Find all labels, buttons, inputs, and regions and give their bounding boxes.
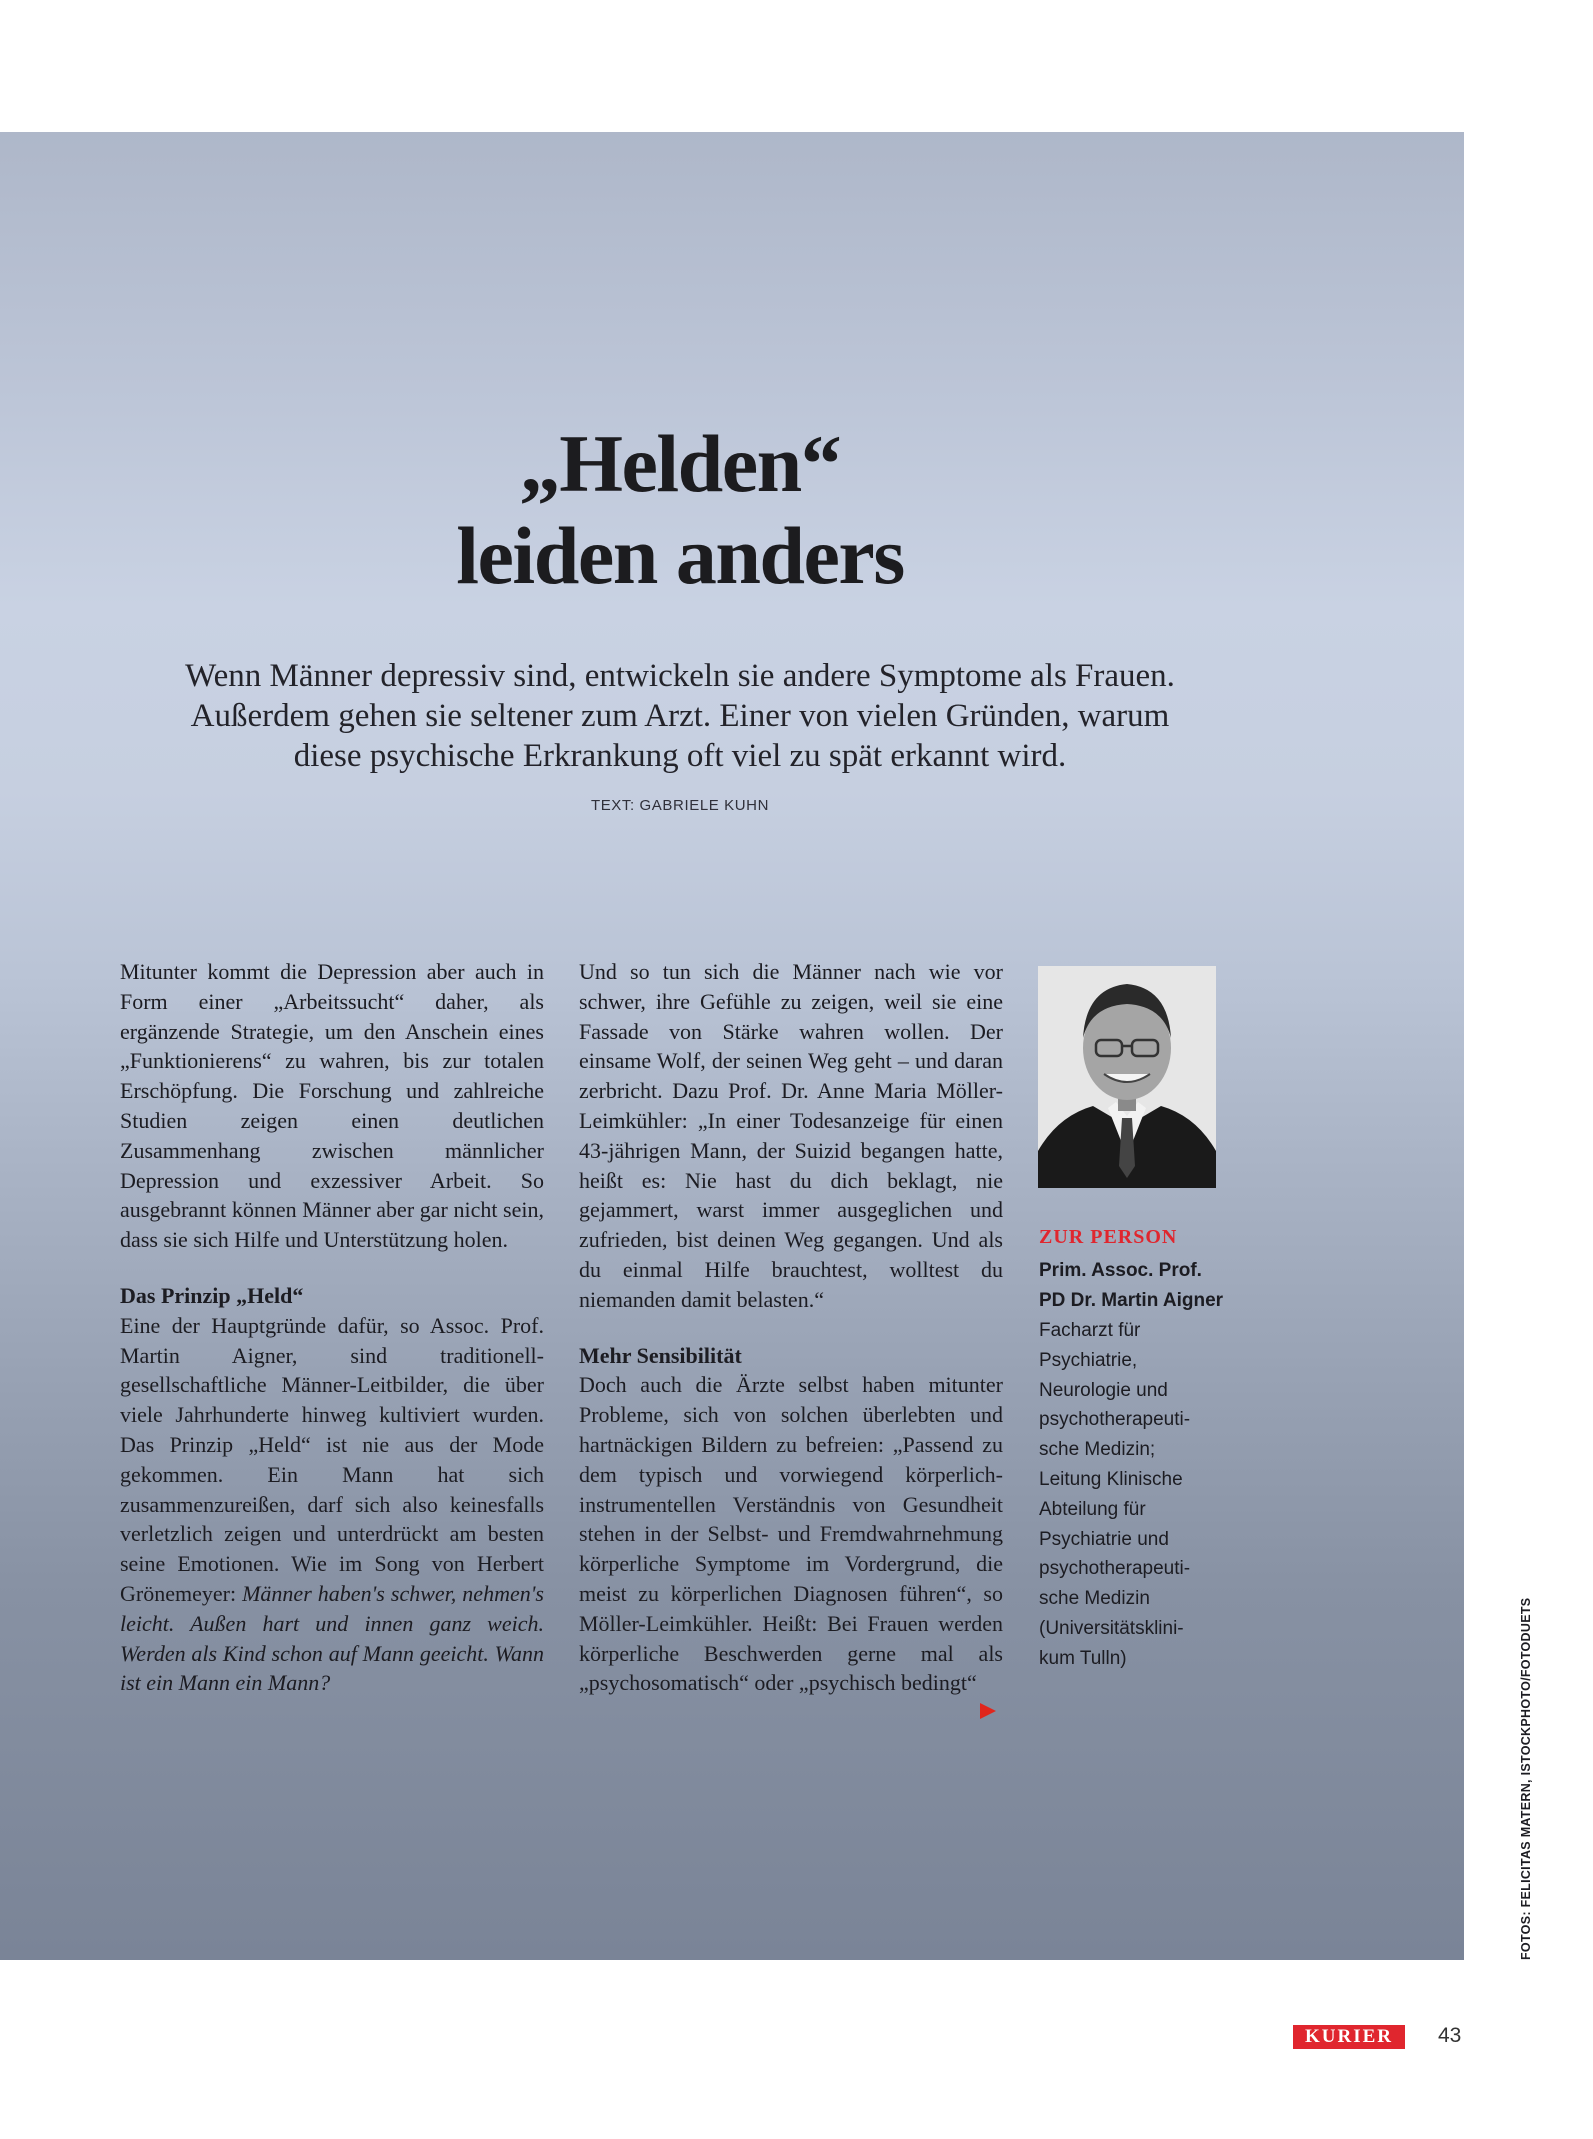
column2-paragraph-1: Und so tun sich die Männer nach wie vor schwer, ihre Gefühle zu zeigen, weil sie eine Fassade von Stärke wahren wollen. Der einsame Wolf, der seinen Weg geht – und daran zerbricht. Dazu Prof. Dr. Anne Maria Möller-Leimkühler: „In einer Todesanzeige für einen 43-jährigen Mann, der Suizid begangen hatte, heißt es: Nie hast du dich beklagt, nie gejammert, warst immer ausgeglichen und zufrieden, bist deinen Weg gegangen. Und als du einmal Hilfe brauchtest, wolltest du niemanden damit belasten.“: [579, 959, 1003, 1312]
continue-arrow-icon: [980, 1703, 996, 1719]
person-desc-line: Psychiatrie,: [1039, 1349, 1138, 1371]
person-desc-line: Psychiatrie und: [1039, 1528, 1169, 1550]
portrait-photo: [1038, 966, 1216, 1188]
person-desc-line: psychotherapeuti-: [1039, 1558, 1191, 1580]
text-column-2: [579, 957, 1003, 1698]
column1-subheading: Das Prinzip „Held“: [120, 1282, 304, 1308]
person-desc-line: Facharzt für: [1039, 1320, 1141, 1341]
portrait-illustration: [1038, 966, 1216, 1188]
lead-line-3: diese psychische Erkrankung oft viel zu spät erkannt wird.: [293, 738, 1067, 774]
column1-paragraph-2: [120, 1311, 544, 1698]
song-quote: Männer haben's schwer, nehmen's leicht. Außen hart und innen ganz weich. Werden als Kind schon auf Mann geeicht. Wann ist ein Mann ein Mann?: [120, 1580, 544, 1696]
person-desc-line: kum Tulln): [1039, 1647, 1127, 1669]
person-name-line-1: Prim. Assoc. Prof.: [1039, 1260, 1202, 1281]
person-desc-line: psychotherapeuti-: [1039, 1409, 1191, 1431]
person-name-line-2: PD Dr. Martin Aigner: [1039, 1289, 1224, 1311]
column1-paragraph-1: Mitunter kommt die Depression aber auch in Form einer „Arbeitssucht“ daher, als ergänzende Strategie, um den Anschein eines „Funktionierens“ zu wahren, bis zur totalen Erschöpfung. Die Forschung und zahlreiche Studien zeigen einen deutlichen Zusammenhang zwischen männlicher Depression und exzessiver Arbeit. So ausgebrannt können Männer aber gar nicht sein, dass sie sich Hilfe und Unterstützung holen.: [120, 959, 544, 1253]
person-box-label: ZUR PERSON: [1039, 1226, 1178, 1248]
byline: TEXT: GABRIELE KUHN: [590, 797, 770, 814]
text-column-1: [120, 957, 544, 1698]
photo-credit-text: FOTOS: FELICITAS MATERN, ISTOCKPHOTO/FOTODUETS: [1519, 1597, 1533, 1960]
column2-subheading: Mehr Sensibilität: [579, 1342, 742, 1368]
column1-paragraph-2-text: Eine der Hauptgründe dafür, so Assoc. Prof. Martin Aigner, sind traditionell-gesellschaftliche Männer-Leitbilder, die über viele Jahrhunderte hinweg kultiviert wurden. Das Prinzip „Held“ ist nie aus der Mode gekommen. Ein Mann hat sich zusammenzureißen, darf sich also keinesfalls verletzlich zeigen und unterdrückt am besten seine Emotionen. Wie im Song von Herbert Grönemeyer:: [120, 1312, 544, 1606]
article-title: [330, 418, 1030, 602]
person-name: [1039, 1256, 1239, 1316]
person-desc-line: Abteilung für: [1039, 1498, 1146, 1520]
person-desc-line: sche Medizin: [1039, 1588, 1150, 1610]
person-desc-line: Neurologie und: [1039, 1379, 1168, 1401]
title-line-2: leiden anders: [456, 510, 904, 601]
kurier-logo: KURIER: [1293, 2025, 1405, 2049]
lead-line-1: Wenn Männer depressiv sind, entwickeln sie andere Symptome als Frauen.: [185, 658, 1175, 694]
person-desc-line: (Universitätsklini-: [1039, 1617, 1184, 1639]
person-desc-line: sche Medizin;: [1039, 1439, 1156, 1461]
person-description: [1039, 1316, 1239, 1674]
title-line-1: „Helden“: [519, 418, 841, 509]
column2-paragraph-2: Doch auch die Ärzte selbst haben mitunter Probleme, sich von solchen überlebten und hartnäckigen Bildern zu befreien: „Passend zu dem typisch und vorwiegend körperlich-instrumentellen Verständnis von Gesundheit stehen in der Selbst- und Fremdwahrnehmung körperliche Symptome im Vordergrund, die meist zu körperlichen Diagnosen führen“, so Möller-Leimkühler. Heißt: Bei Frauen werden körperliche Beschwerden gerne mal als „psychosomatisch“ oder „psychisch bedingt“: [579, 1372, 1003, 1696]
page-number: 43: [1438, 2024, 1462, 2047]
lead-line-2: Außerdem gehen sie seltener zum Arzt. Einer von vielen Gründen, warum: [190, 698, 1170, 734]
person-desc-line: Leitung Klinische: [1039, 1468, 1183, 1490]
article-lead: [120, 656, 1240, 776]
